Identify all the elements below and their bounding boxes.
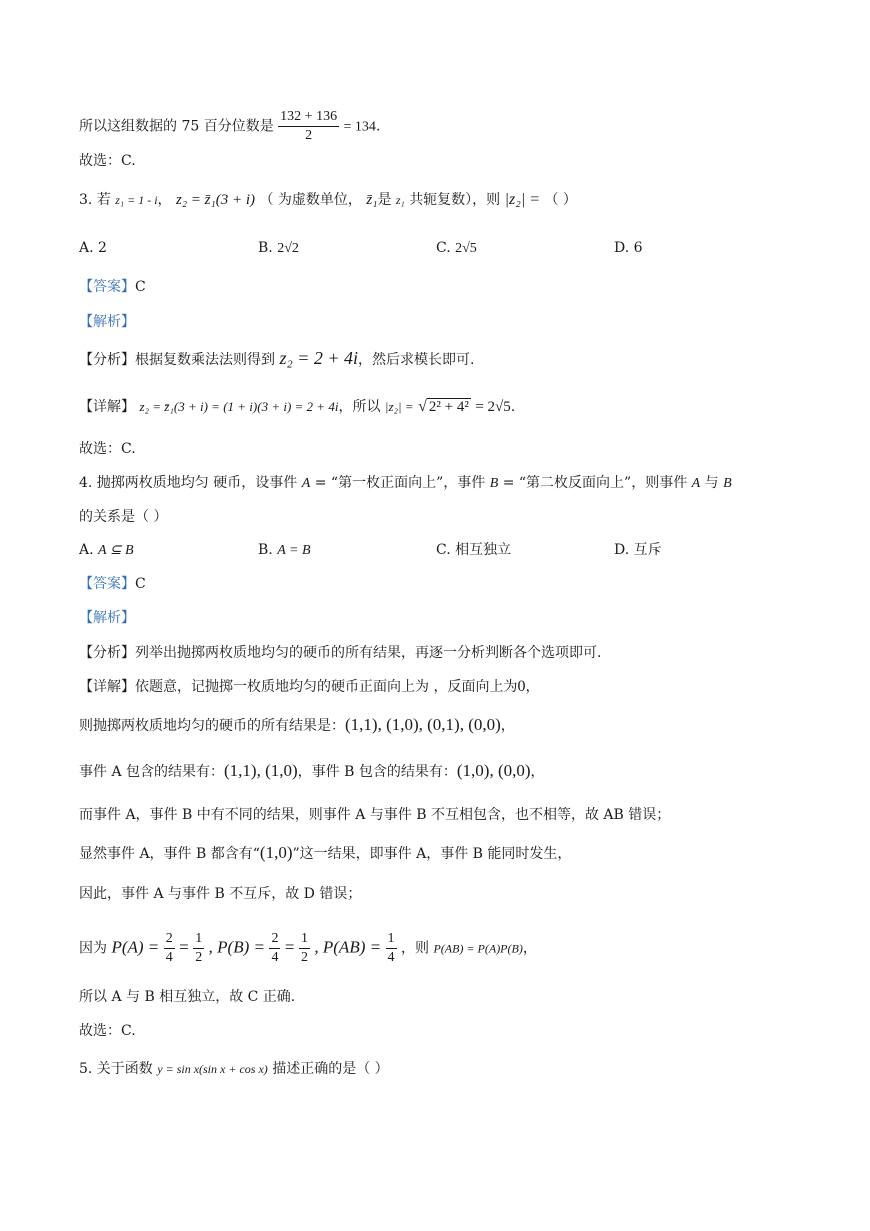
q3-choice: 故选：C.	[79, 441, 136, 457]
outcomes-line	[79, 715, 515, 736]
q3-option-c[interactable]	[436, 238, 477, 259]
detail-text: 依题意，记抛掷一枚质地均匀的硬币正面向上为 ，反面向上为	[135, 679, 518, 695]
z2-definition: z₂ = z̄₁(3 + i)	[176, 192, 256, 208]
z1-symbol: z₁	[395, 193, 405, 207]
shared-outcome-line	[79, 843, 571, 864]
fraction	[269, 930, 280, 967]
q4-option-d[interactable]	[614, 540, 662, 560]
event-a-outcomes: (1,1), (1,0)	[224, 761, 298, 780]
probability-line	[79, 930, 537, 967]
q3-analysis-tag: 【解析】	[79, 314, 135, 330]
option-label: D.	[614, 542, 630, 558]
percentile-line	[79, 108, 380, 145]
shared-outcome: (1,0)	[259, 843, 293, 862]
percentile-result: = 134	[343, 119, 376, 135]
answer-value: C	[135, 279, 146, 295]
comma: ，	[500, 718, 515, 734]
q4-choice: 故选：C.	[79, 1023, 136, 1039]
denominator: 4	[387, 950, 395, 965]
denominator: 2	[300, 950, 308, 965]
q4-analysis	[79, 643, 601, 663]
not-equal-line: 而事件 A，事件 B 中有不同的结果，则事件 A 与事件 B 不互相包含，也不相等，故 AB 错误；	[79, 807, 671, 823]
numerator: 2	[269, 930, 280, 949]
answer-choice-line: 故选：C.	[79, 153, 136, 169]
shared-text-a: 显然事件 A，事件 B 都含有“	[79, 846, 260, 862]
q5-text-a: 5. 关于函数	[79, 1061, 153, 1077]
q3-option-d[interactable]	[614, 238, 643, 258]
fraction	[193, 930, 204, 967]
prob-a: P(A) =	[111, 937, 160, 957]
option-label: B.	[258, 542, 273, 558]
question-4-line-2: 的关系是（ ）	[79, 509, 168, 525]
q3-option-b[interactable]	[258, 238, 299, 259]
period: .	[510, 399, 516, 415]
detail-modulus: |z₂| =	[384, 399, 414, 414]
fraction	[299, 930, 310, 967]
option-label: A.	[79, 542, 94, 558]
z1-conjugate: z̄₁	[366, 192, 378, 208]
option-value: 2√5	[455, 241, 477, 256]
analysis-tag: 【分析】	[79, 645, 135, 661]
q4-option-b[interactable]	[258, 540, 311, 561]
event-a: A	[301, 476, 311, 491]
q4-option-c[interactable]	[436, 540, 511, 560]
q4-analysis-tag: 【解析】	[79, 610, 135, 626]
q4-text-c: = “第二枚反面向上”，则事件	[502, 475, 688, 491]
numerator: 1	[299, 930, 310, 949]
answer-tag: 【答案】	[79, 279, 135, 295]
question-3-blank: （ ）	[544, 192, 577, 208]
fraction	[386, 930, 397, 967]
analysis-equation: z₂ = 2 + 4i	[279, 348, 359, 368]
event-outcomes-line	[79, 761, 545, 782]
fraction-denominator: 2	[305, 128, 313, 143]
option-value: A = B	[277, 543, 311, 558]
is-word: 是	[377, 192, 392, 208]
event-b-outcomes-text: ，事件 B 包含的结果有：	[297, 764, 457, 780]
denominator: 4	[165, 950, 173, 965]
independence-equation: P(AB) = P(A)P(B)	[433, 941, 523, 956]
not-exclusive-line: 因此，事件 A 与事件 B 不互斥，故 D 错误；	[79, 886, 362, 902]
option-label: D. 6	[614, 240, 643, 256]
then-text: ，则	[401, 940, 429, 957]
prob-b: , P(B) =	[208, 937, 265, 957]
q4-with: 与	[704, 475, 719, 491]
q3-detail	[79, 397, 515, 417]
option-value: 2√2	[277, 241, 299, 256]
outcomes-text: 则抛掷两枚质地均匀的硬币的所有结果是：	[79, 718, 345, 734]
shared-text-b: ”这一结果，即事件 A，事件 B 能同时发生，	[292, 846, 572, 862]
answer-tag: 【答案】	[79, 576, 135, 592]
option-value: 互斥	[633, 542, 662, 558]
question-3-prefix: 3. 若	[79, 192, 111, 208]
option-value: A ⊆ B	[98, 543, 134, 558]
period: .	[375, 118, 381, 135]
q4-text-a: 4. 抛掷两枚质地均匀 硬币，设事件	[79, 475, 298, 491]
q5-text-b: 描述正确的是（ ）	[272, 1061, 389, 1077]
detail-tag: 【详解】	[79, 399, 135, 415]
q3-analysis	[79, 348, 474, 370]
detail-tag: 【详解】	[79, 679, 135, 695]
option-value: 相互独立	[455, 542, 512, 558]
z2-modulus: |z₂| =	[504, 191, 541, 208]
detail-result: = 2√5	[475, 399, 511, 415]
zero-symbol: 0	[517, 678, 526, 695]
percentile-text: 所以这组数据的 75 百分位数是	[79, 118, 274, 135]
q3-answer	[79, 277, 146, 297]
sqrt-sign: √	[418, 398, 427, 415]
q4-text-b: = “第一枚正面向上”，事件	[314, 475, 486, 491]
question-3: 3. 若 z₁ = 1 - i， z₂ = z̄₁(3 + i) （ 为虚数单位， z̄₁是 z₁ 共轭复数），则 |z₂| = （ ）	[79, 191, 577, 208]
analysis-text: 列举出抛掷两枚质地均匀的硬币的所有结果，再逐一分析判断各个选项即可.	[135, 645, 602, 661]
event-a-outcomes-text: 事件 A 包含的结果有：	[79, 764, 225, 780]
numerator: 1	[386, 930, 397, 949]
equals: =	[284, 937, 295, 957]
percentile-fraction	[278, 108, 339, 145]
option-label: C.	[436, 240, 451, 256]
denominator: 2	[195, 950, 203, 965]
event-b: B	[489, 476, 499, 491]
question-5	[79, 1059, 389, 1079]
comma: ，	[525, 679, 540, 695]
equals: =	[179, 937, 189, 957]
outcomes-set: (1,1), (1,0), (0,1), (0,0)	[345, 715, 501, 734]
q3-option-a[interactable]	[79, 238, 107, 258]
event-b-outcomes: (1,0), (0,0)	[456, 761, 531, 780]
event-b-ref: B	[723, 476, 732, 491]
analysis-text: 根据复数乘法法则得到	[135, 352, 275, 368]
question-4-line-1	[79, 473, 732, 494]
question-3-paren: （ 为虚数单位，	[259, 192, 362, 208]
event-a-ref: A	[691, 476, 701, 491]
option-label: C.	[436, 542, 451, 558]
q4-option-a[interactable]	[79, 540, 134, 561]
q5-function: y = sin x(sin x + cos x)	[157, 1062, 268, 1076]
analysis-tag: 【分析】	[79, 352, 135, 368]
comma: ，	[530, 764, 545, 780]
analysis-text-end: ，然后求模长即可.	[358, 352, 475, 368]
independent-line: 所以 A 与 B 相互独立，故 C 正确.	[79, 989, 296, 1005]
detail-mid: ，所以	[338, 399, 381, 415]
option-label: A. 2	[79, 240, 107, 256]
question-3-rest: 共轭复数），则	[409, 192, 501, 208]
option-label: B.	[258, 240, 273, 256]
q4-detail	[79, 677, 539, 697]
q4-answer	[79, 574, 146, 594]
detail-equation: z₂ = z̄₁(3 + i) = (1 + i)(3 + i) = 2 + 4i	[139, 399, 339, 414]
because-text: 因为	[79, 940, 107, 957]
comma: ，	[522, 940, 537, 957]
fraction-numerator: 132 + 136	[278, 108, 339, 127]
denominator: 4	[271, 950, 279, 965]
numerator: 1	[193, 930, 204, 949]
sqrt-radicand: 2² + 4²	[428, 399, 469, 415]
answer-value: C	[135, 576, 146, 592]
z1-definition: z₁ = 1 - i	[115, 193, 158, 207]
prob-ab: , P(AB) =	[314, 937, 382, 957]
fraction	[164, 930, 175, 967]
numerator: 2	[164, 930, 175, 949]
